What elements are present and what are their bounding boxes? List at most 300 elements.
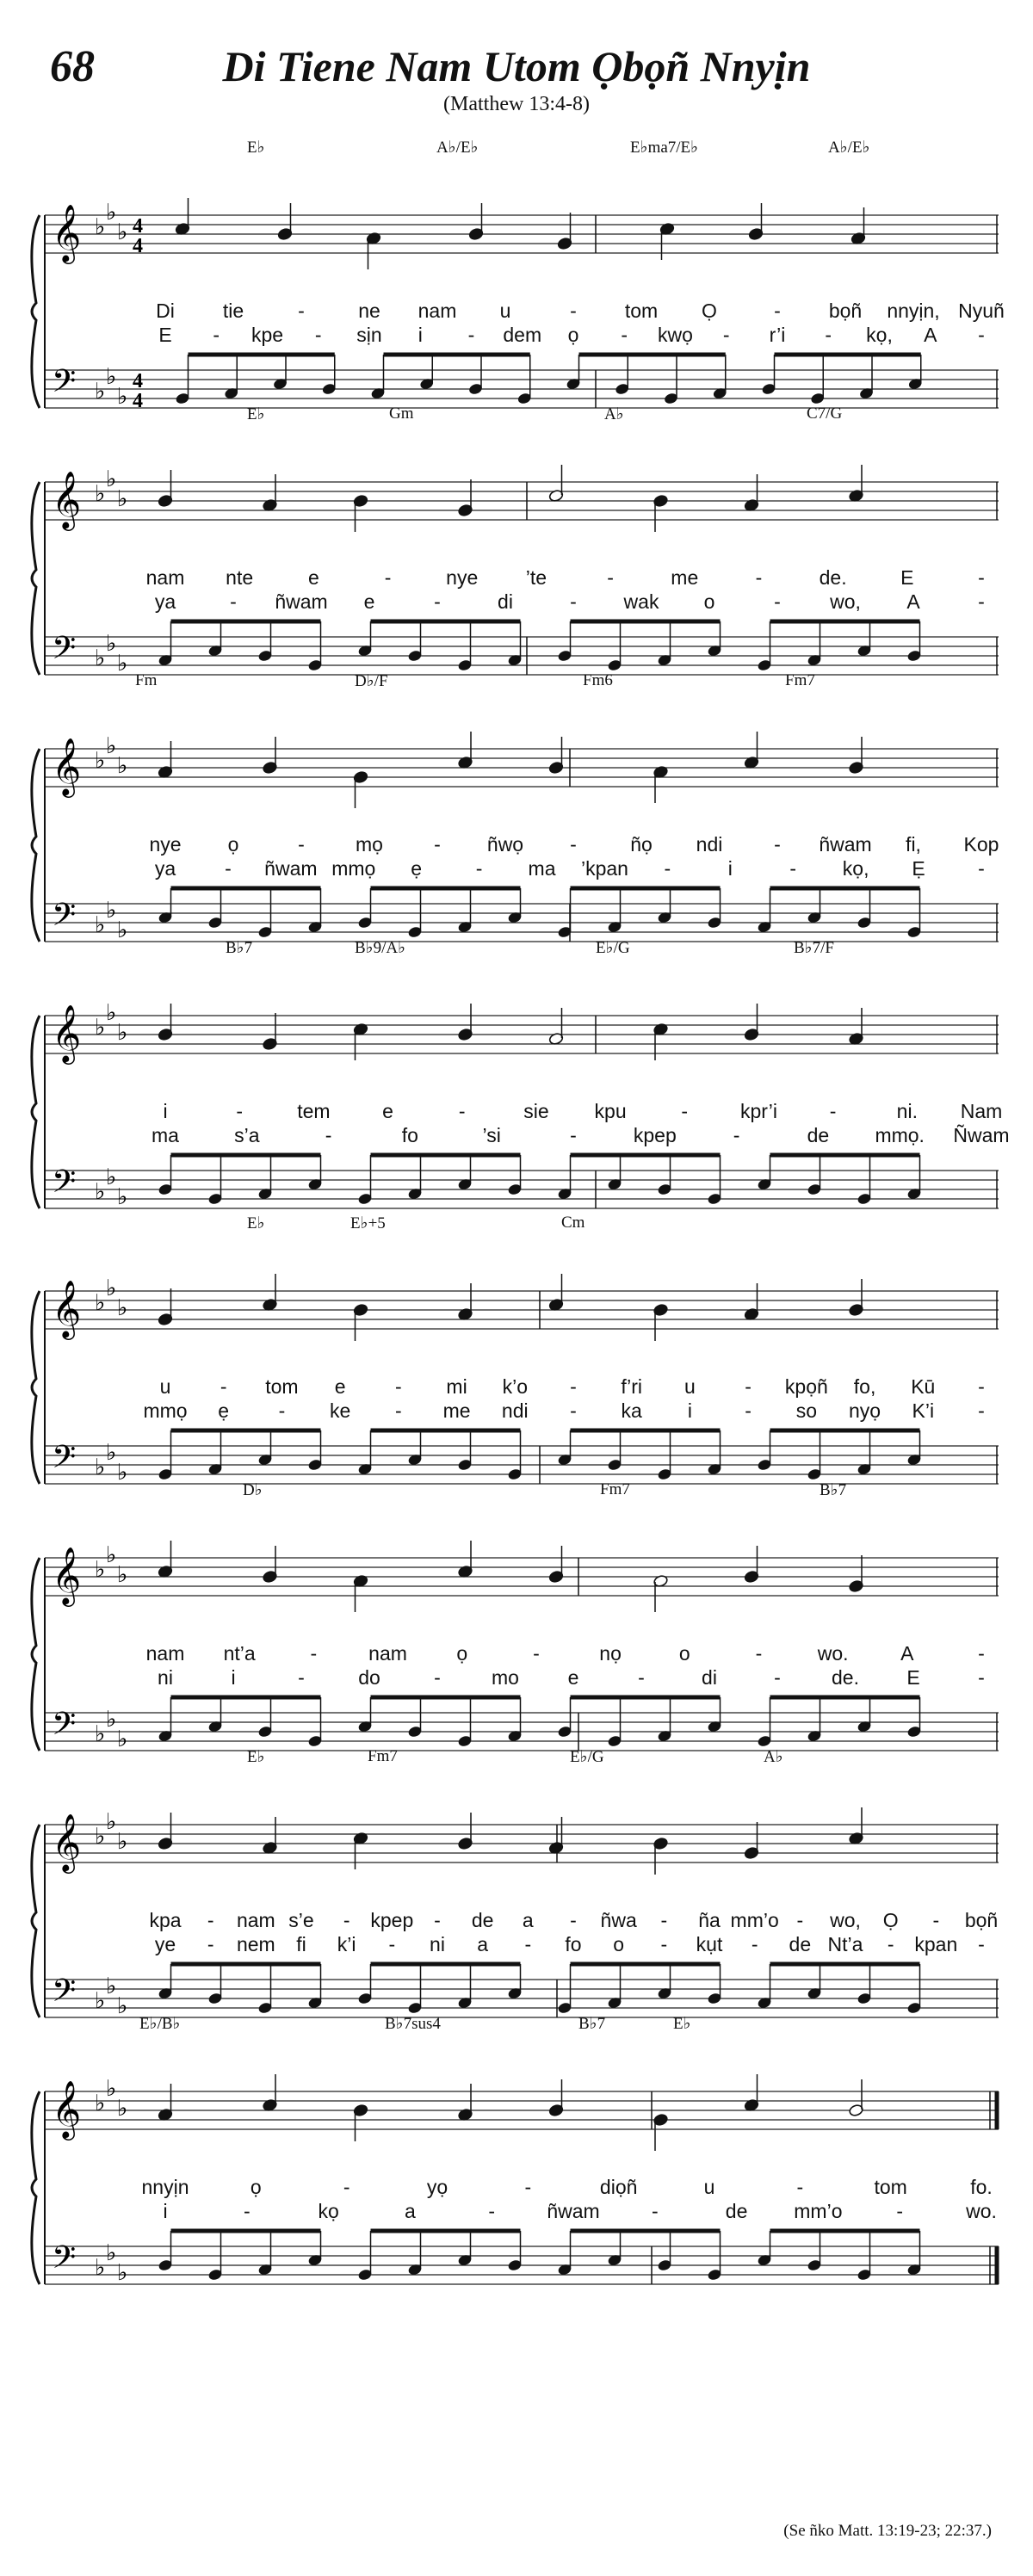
bass-note: [607, 1155, 622, 1191]
staff-svg: [45, 120, 999, 430]
note: [744, 1283, 759, 1321]
lyric-syllable: e: [334, 1375, 346, 1398]
chord-symbol: A♭/E♭: [436, 139, 479, 157]
lyric-syllable: mmọ: [331, 857, 376, 880]
lyric-syllable: Ñwam: [953, 1124, 1010, 1146]
chord-symbol: E♭+5: [350, 1214, 386, 1232]
brace: [32, 1825, 40, 2017]
key-flat: ♭: [117, 2260, 128, 2286]
lyric-syllable: -: [796, 2176, 804, 2198]
bass-note: [657, 888, 672, 924]
lyric-syllable: -: [343, 1909, 350, 1931]
bass-note: [906, 1430, 922, 1467]
lyric-syllable: a: [404, 2200, 416, 2222]
lyric-syllable: fo: [401, 1124, 418, 1146]
staff-svg: [45, 654, 999, 964]
lyric-syllable: ka: [621, 1399, 642, 1422]
note: [458, 732, 473, 769]
treble-clef: 𝄞: [52, 203, 82, 262]
chord-symbol: Fm: [135, 671, 158, 689]
key-flat: ♭: [106, 1440, 117, 1466]
note: [263, 2074, 278, 2112]
lyric-syllable: -: [896, 2200, 904, 2222]
key-flat: ♭: [106, 733, 117, 759]
lyric-syllable: e: [363, 590, 375, 613]
lyric-syllable: -: [488, 2200, 496, 2222]
lyric-syllable: -: [310, 1642, 318, 1665]
lyric-syllable: ’kpan: [580, 857, 628, 880]
note: [744, 474, 759, 512]
lyric-syllable: -: [755, 566, 763, 589]
lyric-syllable: diọñ: [599, 2176, 638, 2198]
lyric-syllable: -: [524, 1933, 532, 1955]
bass-note: [906, 1155, 922, 1201]
bass-note: [507, 1964, 523, 2000]
bass-note: [557, 2231, 572, 2276]
lyric-syllable: kọ,: [866, 324, 893, 346]
note: [353, 1022, 368, 1060]
bass-note: [607, 2231, 622, 2267]
system-8: [45, 1997, 999, 2286]
lyric-syllable: de: [471, 1909, 494, 1931]
treble-clef: 𝄞: [52, 2079, 82, 2138]
treble-clef: 𝄞: [52, 1004, 82, 1062]
lyric-syllable: Nt’a: [827, 1933, 863, 1955]
lyric-syllable: a: [522, 1909, 534, 1931]
note: [744, 1546, 759, 1584]
lyric-syllable: nam: [236, 1909, 275, 1931]
lyric-syllable: ẹ: [411, 857, 423, 880]
lyric-syllable: kwọ: [658, 324, 693, 346]
key-flat: ♭: [117, 1020, 128, 1046]
lyric-syllable: i: [163, 2200, 168, 2222]
note: [653, 1303, 669, 1341]
key-flat: ♭: [95, 1557, 106, 1583]
note: [353, 1303, 368, 1341]
lyric-syllable: ñwa: [600, 1909, 637, 1931]
scripture-reference: (Matthew 13:4-8): [443, 93, 590, 115]
lyric-syllable: yọ: [426, 2176, 448, 2198]
lyric-syllable: -: [230, 590, 237, 613]
lyric-syllable: kpan: [914, 1933, 958, 1955]
time-signature-bottom: 4: [133, 235, 143, 257]
lyric-syllable: ni: [430, 1933, 445, 1955]
lyric-syllable: de: [807, 1124, 830, 1146]
lyric-syllable: -: [825, 324, 832, 346]
note: [849, 1008, 864, 1046]
lyric-syllable: -: [774, 1666, 781, 1689]
lyric-syllable: tem: [297, 1100, 331, 1122]
bass-note: [657, 1964, 672, 2000]
key-flat: ♭: [95, 748, 106, 774]
lyric-syllable: -: [755, 1642, 763, 1665]
lyric-syllable: ñọ: [630, 833, 653, 856]
note: [158, 1288, 173, 1326]
bass-clef: 𝄢: [52, 1164, 77, 1208]
key-flat: ♭: [106, 2076, 117, 2102]
bass-clef: 𝄢: [52, 1973, 77, 2017]
system-5: [45, 1196, 999, 1486]
lyric-syllable: me: [442, 1399, 471, 1422]
lyric-syllable: nye: [446, 566, 479, 589]
lyric-syllable: ndi: [696, 833, 723, 856]
lyric-syllable: sịn: [356, 324, 382, 346]
lyric-syllable: Di: [156, 300, 175, 322]
key-flat: ♭: [117, 651, 128, 676]
bass-note: [307, 1155, 323, 1191]
lyric-syllable: -: [388, 1933, 396, 1955]
bass-note: [857, 1697, 872, 1733]
key-flat: ♭: [117, 219, 128, 245]
lyric-syllable: kọ: [318, 2200, 339, 2222]
key-flat: ♭: [106, 1974, 117, 1999]
note: [653, 765, 669, 803]
note: [458, 1004, 473, 1041]
lyric-syllable: o: [613, 1933, 625, 1955]
note: [158, 1004, 173, 1041]
bass-note: [407, 1155, 423, 1201]
key-flat: ♭: [95, 1988, 106, 2014]
key-flat: ♭: [117, 1184, 128, 1210]
note: [458, 479, 473, 517]
key-flat: ♭: [117, 753, 128, 779]
note: [263, 1013, 278, 1051]
lyric-syllable: i: [231, 1666, 236, 1689]
treble-clef: 𝄞: [52, 1813, 82, 1871]
lyric-syllable: -: [570, 1375, 577, 1398]
system-3: [45, 654, 999, 943]
bass-note: [657, 2231, 672, 2272]
lyric-syllable: -: [570, 833, 577, 856]
lyric-syllable: nọ: [599, 1642, 622, 1665]
lyric-syllable: ’si: [482, 1124, 501, 1146]
staff-svg: [45, 1463, 999, 1773]
lyric-syllable: dem: [503, 324, 542, 346]
note: [158, 741, 173, 779]
lyric-syllable: mm’o: [794, 2200, 843, 2222]
key-flat: ♭: [106, 1000, 117, 1026]
brace: [32, 215, 40, 408]
lyric-syllable: -: [225, 857, 232, 880]
lyric-syllable: -: [298, 300, 305, 322]
lyric-syllable: wo.: [817, 1642, 849, 1665]
staff-svg: [45, 921, 999, 1231]
note: [744, 1822, 759, 1860]
lyric-syllable: e: [382, 1100, 393, 1122]
lyric-syllable: -: [434, 590, 441, 613]
key-flat: ♭: [95, 1721, 106, 1747]
lyric-syllable: -: [932, 1909, 940, 1931]
lyric-syllable: -: [978, 857, 985, 880]
chord-symbol: B♭9/A♭: [355, 939, 406, 957]
note: [458, 1813, 473, 1850]
brace: [32, 1558, 40, 1751]
note: [849, 1279, 864, 1317]
lyric-syllable: bọñ: [828, 300, 863, 322]
lyric-syllable: -: [978, 566, 985, 589]
bass-note: [158, 1964, 173, 2000]
note: [548, 465, 564, 503]
lyric-syllable: ña: [698, 1909, 721, 1931]
note: [277, 203, 293, 241]
lyric-syllable: fo.: [970, 2176, 993, 2198]
note: [458, 1283, 473, 1321]
lyric-syllable: kụt: [696, 1933, 723, 1955]
note: [158, 470, 173, 508]
lyric-syllable: -: [395, 1399, 402, 1422]
bass-staff: [45, 2246, 999, 2284]
lyric-syllable: ñwọ: [486, 833, 524, 856]
note: [458, 1541, 473, 1578]
lyric-syllable: kpu: [594, 1100, 627, 1122]
lyric-syllable: de: [725, 2200, 748, 2222]
key-flat: ♭: [95, 379, 106, 405]
lyric-syllable: ñwam: [819, 833, 872, 856]
note: [744, 732, 759, 769]
lyric-syllable: nam: [145, 1642, 185, 1665]
lyric-syllable: -: [796, 1909, 804, 1931]
lyric-syllable: ñwam: [275, 590, 328, 613]
time-signature-bottom: 4: [133, 390, 143, 412]
chord-symbol: E♭: [247, 1214, 265, 1232]
staff-svg: [45, 387, 999, 697]
lyric-syllable: ni.: [896, 1100, 918, 1122]
key-flat: ♭: [106, 1542, 117, 1568]
lyric-syllable: mmọ.: [875, 1124, 925, 1146]
staff-svg: [45, 1196, 999, 1506]
chord-symbol: A♭: [764, 1748, 783, 1766]
bass-note: [158, 2231, 173, 2272]
lyric-syllable: sie: [523, 1100, 549, 1122]
lyric-syllable: ya: [154, 590, 176, 613]
lyric-syllable: ndi: [501, 1399, 529, 1422]
key-flat: ♭: [106, 364, 117, 390]
lyric-syllable: nnyịn: [141, 2176, 189, 2198]
lyric-syllable: o: [703, 590, 715, 613]
key-flat: ♭: [95, 1824, 106, 1850]
brace: [32, 2091, 40, 2284]
lyric-syllable: ’te: [525, 566, 547, 589]
lyric-syllable: u: [684, 1375, 696, 1398]
lyric-syllable: mmọ: [143, 1399, 188, 1422]
lyric-syllable: Kū: [911, 1375, 936, 1398]
key-flat: ♭: [106, 631, 117, 657]
bass-clef: 𝄢: [52, 897, 77, 941]
lyric-syllable: nnyịn,: [887, 300, 940, 322]
key-flat: ♭: [117, 1727, 128, 1752]
note: [744, 1004, 759, 1041]
lyric-syllable: so: [795, 1399, 817, 1422]
chord-symbol: B♭7: [226, 939, 253, 957]
lyric-syllable: kpep: [633, 1124, 677, 1146]
note: [744, 2074, 759, 2112]
bass-note: [257, 1430, 273, 1467]
lyric-syllable: ne: [358, 300, 380, 322]
bass-note: [807, 888, 822, 924]
lyric-syllable: ma: [152, 1124, 179, 1146]
lyric-syllable: ke: [329, 1399, 351, 1422]
lyric-syllable: wo,: [830, 1909, 861, 1931]
lyric-syllable: tom: [265, 1375, 299, 1398]
lyric-syllable: -: [298, 1666, 305, 1689]
lyric-syllable: -: [681, 1100, 689, 1122]
lyric-syllable: wo.: [966, 2200, 997, 2222]
note: [849, 2079, 864, 2117]
chord-symbol: A♭: [604, 405, 624, 423]
note: [849, 1555, 864, 1593]
lyric-syllable: mọ: [356, 833, 383, 856]
note: [653, 2113, 669, 2151]
chord-symbol: E♭: [247, 1748, 265, 1766]
chord-symbol: E♭: [247, 139, 265, 157]
key-flat: ♭: [106, 200, 117, 225]
key-flat: ♭: [117, 1562, 128, 1588]
key-flat: ♭: [106, 1809, 117, 1835]
bass-note: [657, 1155, 672, 1196]
note: [653, 494, 669, 532]
lyric-syllable: fo: [565, 1933, 582, 1955]
key-flat: ♭: [95, 912, 106, 938]
lyric-syllable: tom: [624, 300, 659, 322]
lyric-syllable: -: [978, 1933, 985, 1955]
lyric-syllable: e: [307, 566, 319, 589]
system-4: [45, 921, 1010, 1210]
lyric-syllable: u: [499, 300, 511, 322]
note: [366, 232, 381, 269]
lyric-syllable: i: [418, 324, 423, 346]
lyric-syllable: k’i: [337, 1933, 356, 1955]
lyric-syllable: de.: [832, 1666, 859, 1689]
note: [849, 465, 864, 503]
lyric-syllable: -: [664, 857, 671, 880]
note: [353, 770, 368, 808]
chord-symbol: Cm: [561, 1214, 585, 1232]
bass-note: [807, 1964, 822, 2000]
chord-symbol: B♭7: [578, 2015, 606, 2033]
lyric-syllable: -: [978, 1399, 985, 1422]
chord-symbol: Fm6: [583, 671, 613, 689]
treble-clef: 𝄞: [52, 737, 82, 795]
lyric-syllable: nam: [145, 566, 185, 589]
note: [653, 1574, 669, 1612]
lyric-syllable: -: [829, 1100, 837, 1122]
bass-note: [707, 621, 722, 658]
lyric-syllable: -: [434, 833, 441, 856]
lyric-syllable: -: [325, 1124, 332, 1146]
note: [851, 207, 866, 245]
key-flat: ♭: [106, 2240, 117, 2266]
lyric-syllable: A: [924, 324, 937, 346]
bass-note: [419, 355, 435, 391]
bass-note: [566, 355, 581, 391]
lyric-syllable: kpa: [149, 1909, 182, 1931]
chord-symbol: E♭/G: [596, 939, 630, 957]
lyric-syllable: -: [978, 1666, 985, 1689]
lyric-syllable: -: [978, 1642, 985, 1665]
key-flat: ♭: [106, 1707, 117, 1733]
system-6: [45, 1463, 999, 1752]
lyric-syllable: f’ri: [621, 1375, 643, 1398]
lyric-syllable: -: [789, 857, 797, 880]
time-signature-top: 4: [133, 370, 143, 392]
chord-symbol: C7/G: [807, 405, 843, 423]
note: [458, 2084, 473, 2122]
lyric-syllable: -: [434, 1666, 441, 1689]
key-flat: ♭: [95, 2091, 106, 2116]
bass-note: [507, 2231, 523, 2272]
brace: [32, 1016, 40, 1208]
lyric-syllable: ye: [154, 1933, 176, 1955]
lyric-syllable: mi: [446, 1375, 467, 1398]
chord-symbol: E♭/G: [570, 1748, 604, 1766]
key-flat: ♭: [117, 2096, 128, 2122]
key-flat: ♭: [106, 1276, 117, 1301]
lyric-syllable: -: [570, 1909, 577, 1931]
lyric-syllable: -: [570, 1124, 577, 1146]
treble-clef: 𝄞: [52, 1279, 82, 1337]
key-flat: ♭: [95, 2255, 106, 2281]
note: [158, 1813, 173, 1850]
note: [548, 1817, 564, 1855]
chord-symbol: D♭: [243, 1481, 263, 1499]
lyric-syllable: bọñ: [964, 1909, 999, 1931]
lyric-syllable: E: [906, 1666, 920, 1689]
key-flat: ♭: [95, 1015, 106, 1041]
lyric-syllable: tom: [874, 2176, 907, 2198]
key-flat: ♭: [117, 1993, 128, 2019]
bass-clef: 𝄢: [52, 363, 77, 407]
key-flat: ♭: [95, 481, 106, 507]
lyric-syllable: -: [236, 1100, 244, 1122]
lyric-syllable: wo,: [830, 590, 861, 613]
bass-note: [273, 355, 288, 391]
note: [263, 474, 278, 512]
lyric-syllable: -: [524, 2176, 532, 2198]
staff-svg: [45, 1997, 999, 2307]
note: [263, 1546, 278, 1584]
note: [557, 213, 572, 250]
lyric-syllable: fi: [296, 1933, 306, 1955]
lyric-syllable: -: [434, 1909, 441, 1931]
note: [353, 1574, 368, 1612]
lyric-syllable: -: [220, 1375, 227, 1398]
note: [849, 1807, 864, 1845]
note: [548, 1008, 564, 1046]
lyric-syllable: -: [745, 1375, 752, 1398]
lyric-syllable: K’i: [912, 1399, 935, 1422]
lyric-syllable: -: [278, 1399, 286, 1422]
bass-note: [757, 2231, 772, 2267]
bass-note: [357, 1697, 373, 1733]
hymn-title: Di Tiene Nam Utom Ọbọñ Nnyịn: [222, 42, 811, 90]
lyric-syllable: -: [570, 590, 577, 613]
lyric-syllable: E: [158, 324, 172, 346]
chord-symbol: B♭7: [820, 1481, 847, 1499]
bass-note: [507, 888, 523, 924]
lyric-syllable: -: [745, 1399, 752, 1422]
lyric-syllable: ya: [154, 857, 176, 880]
lyric-syllable: kpe: [251, 324, 284, 346]
lyric-syllable: A: [906, 590, 920, 613]
lyric-syllable: Ọ: [882, 1909, 899, 1931]
lyric-syllable: nte: [226, 566, 254, 589]
system-7: [45, 1730, 999, 2019]
note: [353, 1832, 368, 1869]
time-signature-top: 4: [133, 215, 143, 238]
key-flat: ♭: [117, 486, 128, 512]
bass-clef: 𝄢: [52, 2239, 77, 2283]
lyric-syllable: nye: [149, 833, 182, 856]
